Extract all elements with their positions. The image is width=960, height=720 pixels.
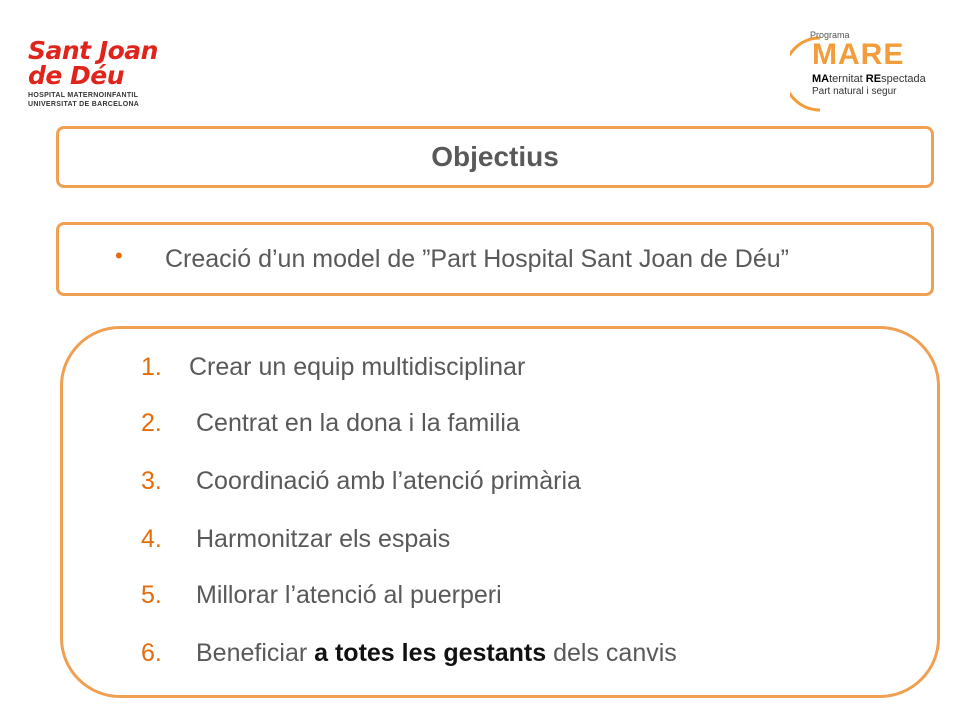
logo-mat-c: RE (865, 73, 882, 85)
bullet-icon: • (115, 243, 123, 268)
logo-left-sub2: UNIVERSITAT DE BARCELONA (28, 101, 140, 108)
list-item-text: Crear un equip multidisciplinar (189, 353, 526, 381)
list-item-number: 5. (141, 581, 162, 609)
list-item-number: 4. (141, 525, 162, 553)
logo-mat-d: spectada (881, 73, 926, 85)
list-item-text: Coordinació amb l’atenció primària (196, 467, 581, 495)
list-item-text: Centrat en la dona i la familia (196, 409, 520, 437)
logo-mat-a: MA (812, 73, 830, 85)
list-item-text: Millorar l’atenció al puerperi (196, 581, 502, 609)
programa-mare-logo (790, 30, 950, 110)
list-item-text-strong: a totes les gestants (314, 639, 547, 667)
list-item-text-post: dels canvis (546, 639, 677, 667)
list-item (141, 467, 581, 496)
list-item-number: 1. (141, 353, 162, 381)
list-item-number: 3. (141, 467, 162, 495)
logo-maternitat-text (812, 73, 926, 85)
objectives-list-box (60, 326, 940, 698)
model-text: Creació d’un model de ”Part Hospital Sant Joan de Déu” (165, 245, 789, 273)
list-item-number: 2. (141, 409, 162, 437)
logo-left-line1: Sant Joan (28, 36, 158, 65)
logo-mare-text: MARE (812, 38, 905, 71)
sant-joan-de-deu-logo (28, 38, 198, 110)
logo-left-sub1: HOSPITAL MATERNOINFANTIL (28, 92, 139, 99)
list-item (141, 581, 502, 610)
list-item (141, 639, 677, 668)
logo-programa-text: Programa (810, 30, 850, 40)
list-item (141, 525, 450, 554)
logo-mat-b: ternitat (829, 73, 866, 85)
list-item-text-pre: Beneficiar (196, 639, 315, 667)
logo-part-text: Part natural i segur (812, 86, 897, 97)
list-item (141, 409, 520, 438)
list-item-number: 6. (141, 639, 162, 667)
page-title: Objectius (431, 141, 559, 172)
model-box (56, 222, 934, 296)
list-item-text: Harmonitzar els espais (196, 525, 451, 553)
logo-left-line2: de Déu (28, 61, 125, 90)
title-box (56, 126, 934, 188)
list-item (141, 353, 525, 382)
